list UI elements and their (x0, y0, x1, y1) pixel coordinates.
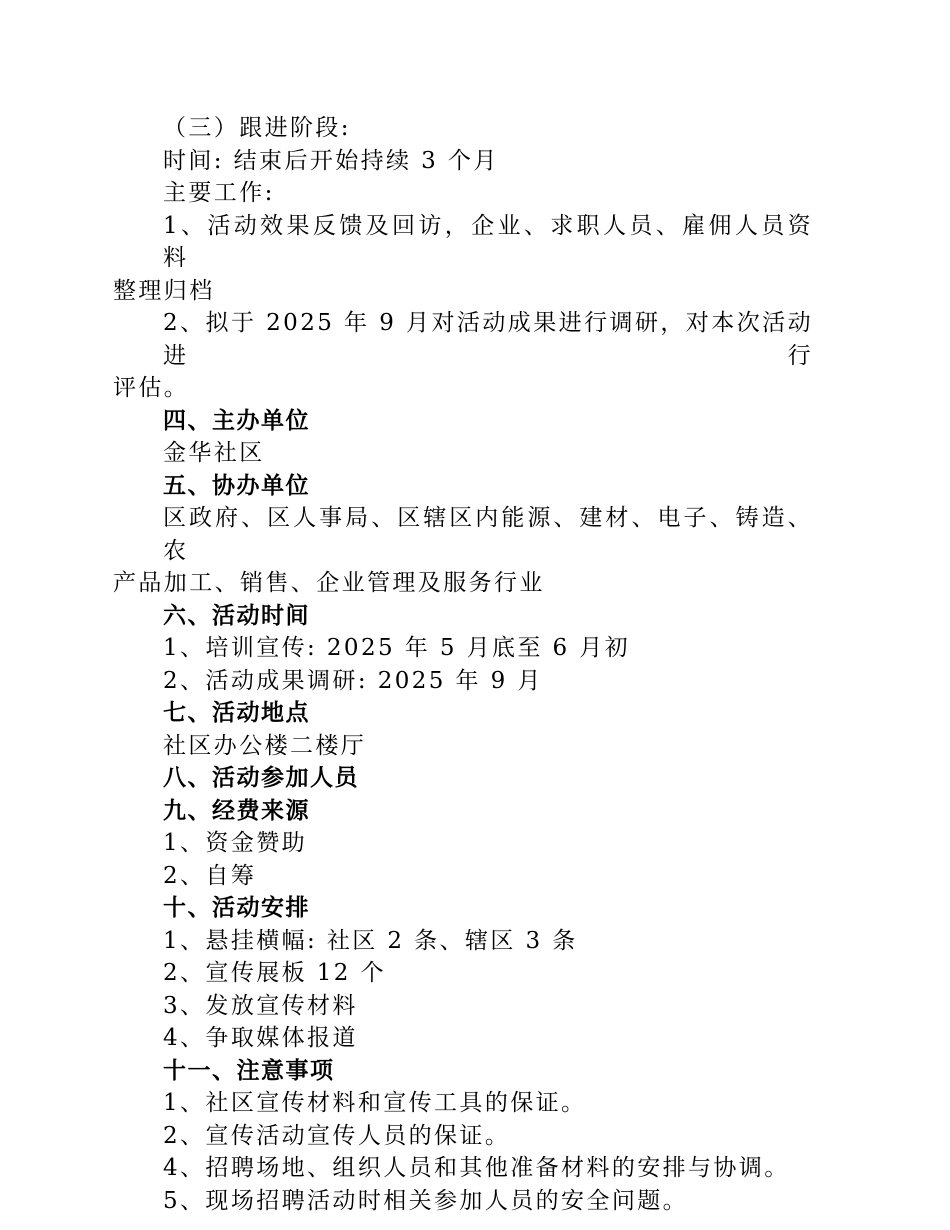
section7-body: 社区办公楼二楼厅 (163, 732, 367, 759)
section10-item: 2、宣传展板 12 个 (163, 960, 386, 986)
stage3-item1-line2: 整理归档 (113, 277, 215, 304)
section4-heading: 四、主办单位 (163, 407, 310, 434)
section5-body-line2: 产品加工、销售、企业管理及服务行业 (113, 570, 545, 596)
section6-item: 2、活动成果调研: 2025 年 9 月 (163, 667, 543, 694)
stage3-time: 时间: 结束后开始持续 3 个月 (163, 147, 499, 174)
section8-heading: 八、活动参加人员 (163, 765, 359, 791)
section11-item: 1、社区宣传材料和宣传工具的保证。 (163, 1090, 587, 1116)
section11-item: 2、宣传活动宣传人员的保证。 (163, 1122, 511, 1149)
section5-body-line1: 区政府、区人事局、区辖区内能源、建材、电子、铸造、农 (163, 505, 813, 564)
section7-heading: 七、活动地点 (163, 700, 310, 726)
section11-heading: 十一、注意事项 (163, 1057, 335, 1084)
stage3-title: （三）跟进阶段: (163, 115, 351, 141)
stage3-main-work-label: 主要工作: (163, 180, 275, 206)
section11-item: 4、招聘场地、组织人员和其他准备材料的安排与协调。 (163, 1155, 790, 1181)
section10-heading: 十、活动安排 (163, 895, 310, 921)
section6-heading: 六、活动时间 (163, 602, 310, 629)
section4-body: 金华社区 (163, 440, 265, 466)
section9-heading: 九、经费来源 (163, 797, 310, 824)
section6-item: 1、培训宣传: 2025 年 5 月底至 6 月初 (163, 635, 631, 661)
document-body (113, 112, 813, 1217)
section9-item: 1、资金赞助 (163, 830, 308, 856)
section10-item: 4、争取媒体报道 (163, 1025, 358, 1051)
section5-heading: 五、协办单位 (163, 472, 310, 499)
section9-item: 2、自筹 (163, 862, 257, 889)
section10-item: 3、发放宣传材料 (163, 992, 358, 1019)
stage3-item2-line2: 评估。 (113, 375, 190, 401)
stage3-item1-line1: 1、活动效果反馈及回访，企业、求职人员、雇佣人员资料 (163, 212, 813, 271)
stage3-item2-line1: 2、拟于 2025 年 9 月对活动成果进行调研，对本次活动进行 (163, 310, 813, 369)
section11-item: 5、现场招聘活动时相关参加人员的安全问题。 (163, 1187, 689, 1214)
section10-item: 1、悬挂横幅: 社区 2 条、辖区 3 条 (163, 927, 578, 954)
